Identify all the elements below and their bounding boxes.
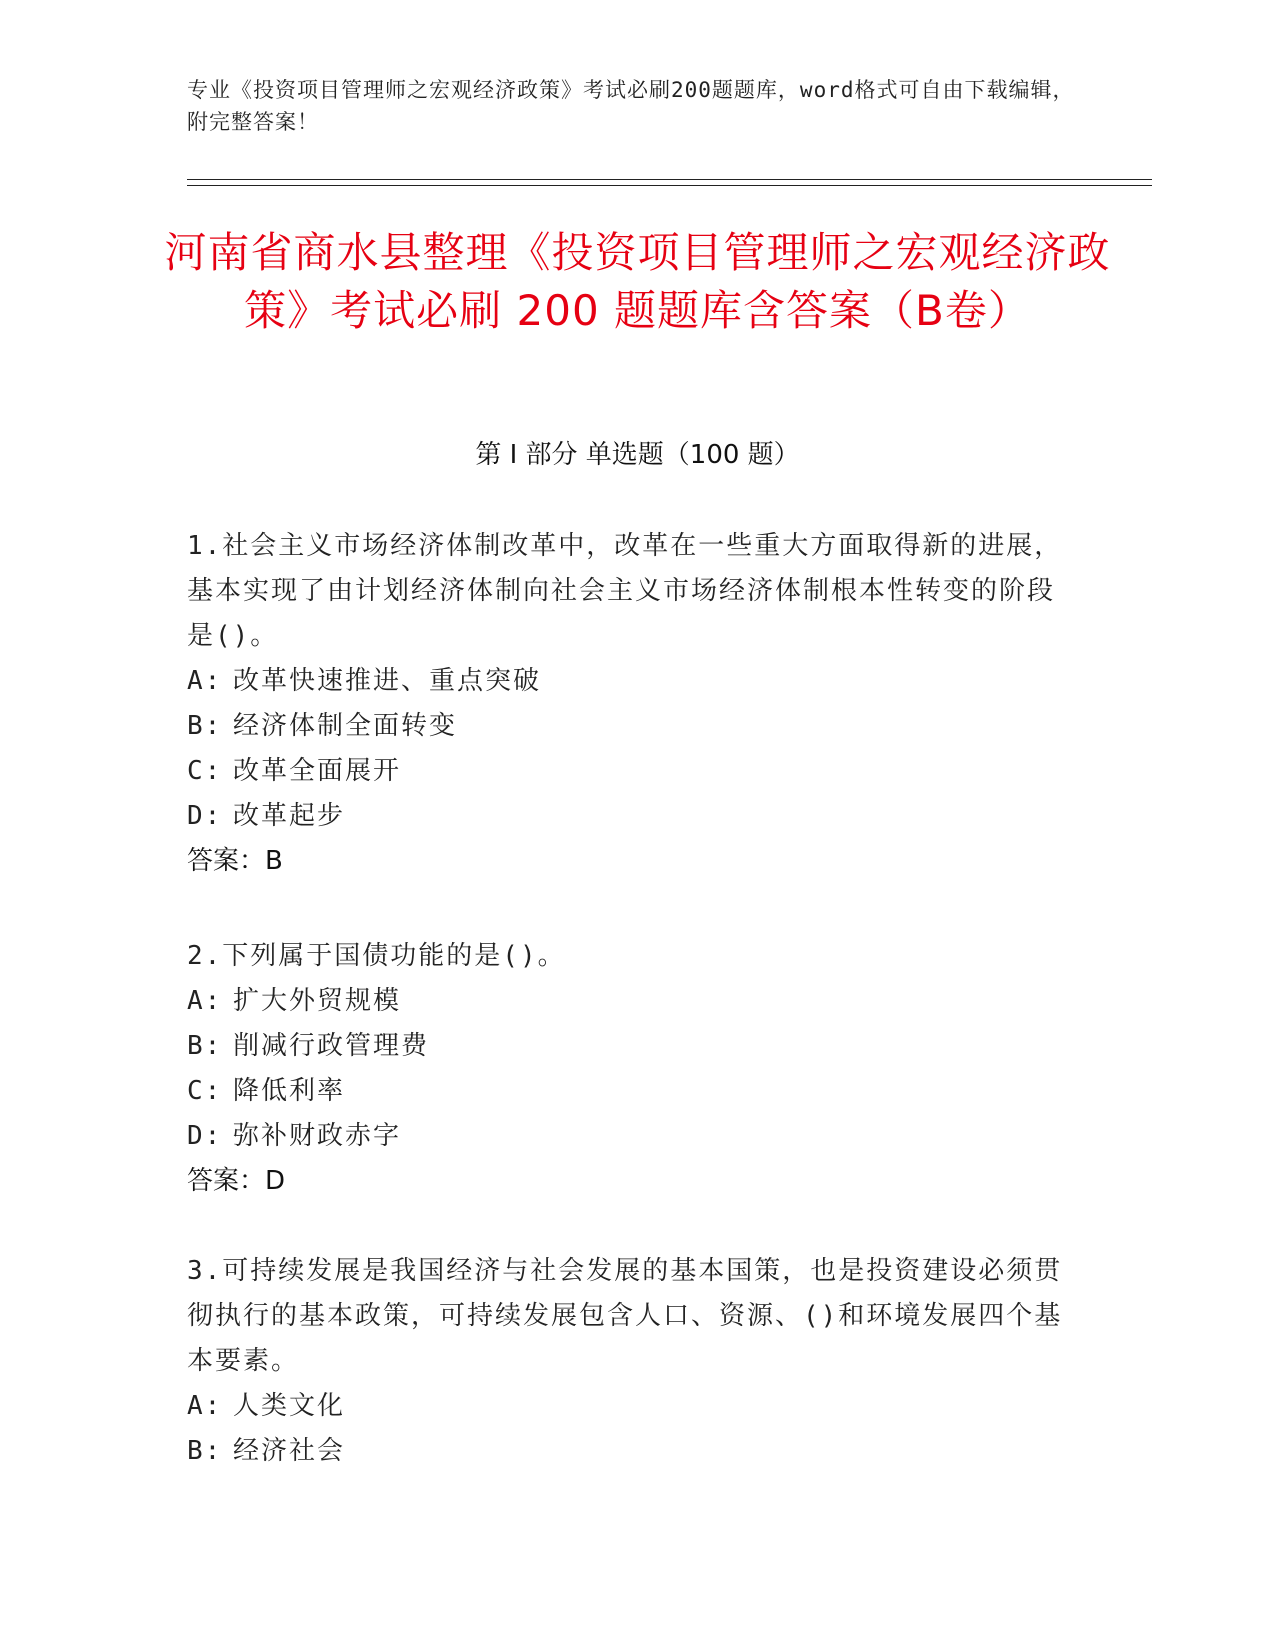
option-key: A:	[187, 986, 223, 1016]
option-key: A:	[187, 666, 223, 696]
option-key: A:	[187, 1391, 223, 1421]
option-text: 扩大外贸规模	[233, 986, 402, 1016]
header-rule-top	[187, 179, 1152, 180]
question-2	[187, 934, 1067, 1204]
option-a	[187, 1384, 1067, 1429]
question-stem: 1.社会主义市场经济体制改革中，改革在一些重大方面取得新的进展，基本实现了由计划经济体制向社会主义市场经济体制根本性转变的阶段是()。	[187, 531, 1063, 651]
option-text: 人类文化	[233, 1391, 346, 1421]
option-text: 经济体制全面转变	[233, 711, 458, 741]
question-stem: 2.下列属于国债功能的是()。	[187, 941, 566, 971]
option-key: B:	[187, 1436, 223, 1466]
option-c	[187, 749, 1067, 794]
option-d	[187, 794, 1067, 839]
option-b	[187, 704, 1067, 749]
document-title: 河南省商水县整理《投资项目管理师之宏观经济政策》考试必刷 200 题题库含答案（B卷）	[164, 228, 1111, 335]
option-text: 改革全面展开	[233, 756, 402, 786]
option-text: 降低利率	[233, 1076, 346, 1106]
section-heading: 第 I 部分 单选题（100 题）	[475, 440, 800, 470]
option-text: 削减行政管理费	[233, 1031, 430, 1061]
option-b	[187, 1429, 1067, 1474]
question-1	[187, 524, 1067, 884]
answer-line: 答案：D	[187, 1166, 286, 1196]
option-text: 弥补财政赤字	[233, 1121, 402, 1151]
question-stem: 3.可持续发展是我国经济与社会发展的基本国策，也是投资建设必须贯彻执行的基本政策，可持续发展包含人口、资源、()和环境发展四个基本要素。	[187, 1256, 1063, 1376]
option-key: D:	[187, 801, 223, 831]
option-text: 经济社会	[233, 1436, 346, 1466]
option-key: B:	[187, 1031, 223, 1061]
option-b	[187, 1024, 1067, 1069]
question-3	[187, 1249, 1067, 1474]
option-a	[187, 659, 1067, 704]
option-a	[187, 979, 1067, 1024]
option-c	[187, 1069, 1067, 1114]
header-rule-bottom	[187, 185, 1152, 186]
option-text: 改革起步	[233, 801, 346, 831]
option-text: 改革快速推进、重点突破	[233, 666, 542, 696]
answer-line: 答案：B	[187, 846, 283, 876]
option-key: B:	[187, 711, 223, 741]
intro-text: 专业《投资项目管理师之宏观经济政策》考试必刷200题题库，word格式可自由下载编辑，附完整答案！	[187, 78, 1075, 134]
option-key: D:	[187, 1121, 223, 1151]
option-key: C:	[187, 756, 223, 786]
option-d	[187, 1114, 1067, 1159]
option-key: C:	[187, 1076, 223, 1106]
